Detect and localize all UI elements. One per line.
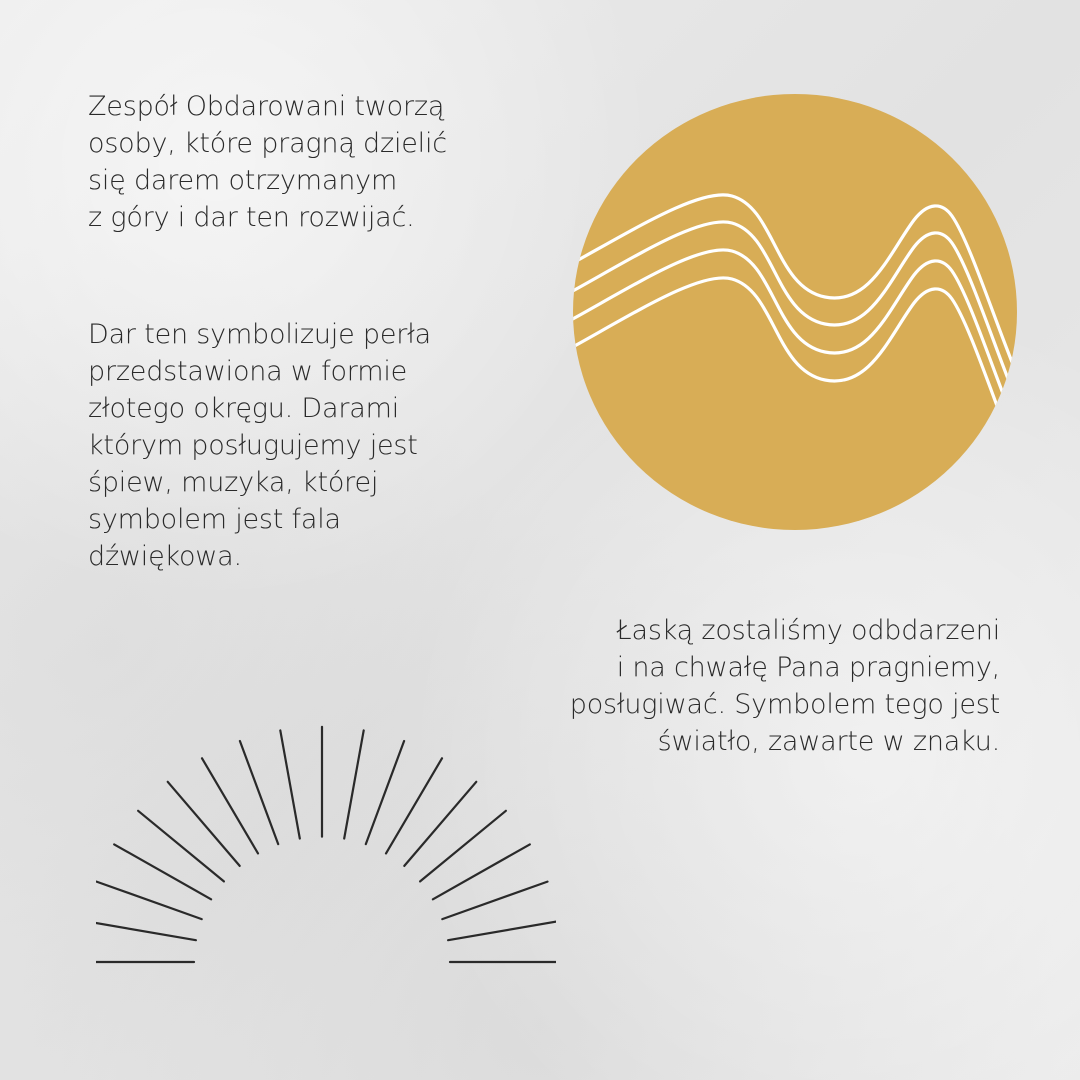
- grace-line: Łaską zostaliśmy odbdarzeni: [616, 615, 1000, 646]
- intro-line: się darem otrzymanym: [88, 165, 398, 196]
- intro-paragraph: [88, 88, 447, 236]
- pearl-line: dźwiękowa.: [88, 541, 242, 572]
- pearl-line: symbolem jest fala: [88, 504, 341, 535]
- sunburst-ray: [420, 811, 506, 882]
- pearl-line: śpiew, muzyka, której: [88, 467, 379, 498]
- sunburst-ray: [448, 921, 556, 940]
- sunburst-rays: [96, 727, 556, 962]
- sunburst-ray: [344, 730, 364, 838]
- pearl-line: przedstawiona w formie: [88, 356, 408, 387]
- pearl-line: Dar ten symbolizuje perła: [88, 319, 431, 350]
- sunburst-ray: [114, 844, 211, 899]
- sunburst-ray: [280, 730, 300, 838]
- sunburst-ray: [138, 811, 224, 882]
- sunburst-ray: [240, 741, 278, 844]
- grace-line: posługiwać. Symbolem tego jest: [569, 689, 1000, 720]
- sunburst-ray: [404, 782, 476, 866]
- sunburst-ray: [433, 844, 530, 899]
- gold-pearl-circle: [573, 94, 1017, 530]
- pearl-line: którym posługujemy jest: [88, 430, 418, 461]
- grace-line: i na chwałę Pana pragniemy,: [616, 652, 1000, 683]
- sunburst-ray: [97, 882, 202, 920]
- pearl-paragraph: [88, 316, 431, 575]
- intro-line: z góry i dar ten rozwijać.: [88, 202, 415, 233]
- sunburst-ray: [202, 758, 258, 853]
- pearl-line: złotego okręgu. Darami: [88, 393, 400, 424]
- grace-line: światło, zawarte w znaku.: [657, 726, 1000, 757]
- grace-paragraph: [570, 612, 1000, 760]
- light-sunburst-icon: [96, 712, 556, 972]
- sunburst-ray: [168, 782, 240, 866]
- sunburst-ray: [96, 921, 196, 940]
- gold-pearl-sound-wave-icon: [570, 92, 1020, 532]
- sunburst-ray: [442, 882, 547, 920]
- intro-line: osoby, które pragną dzielić: [88, 128, 447, 159]
- sunburst-ray: [366, 741, 404, 844]
- intro-line: Zespół Obdarowani tworzą: [88, 91, 445, 122]
- sunburst-ray: [386, 758, 442, 853]
